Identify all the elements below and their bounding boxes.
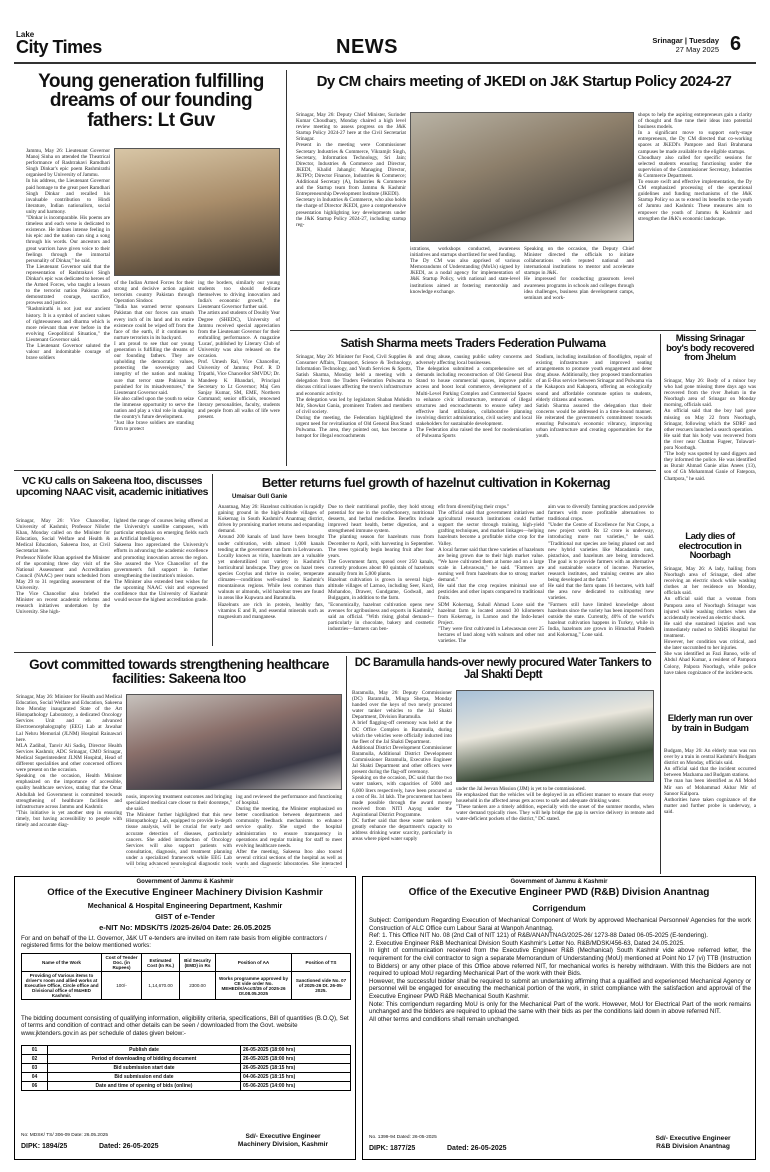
ad1-dept: Mechanical & Hospital Engineering Department, Kashmir	[87, 901, 283, 910]
date-day: Srinagar | Tuesday	[652, 36, 719, 45]
divider-v-sidebar	[660, 334, 661, 874]
ad1-sign-line2: Machinery Division, Kashmir	[237, 1141, 329, 1148]
story-lt-guv-col3: ing the borders, similarly our young students too should dedicate themselves to driving innovation and India's economic growth," the Lieutenant Governor further said. The artists and students of Doubly Year Degree (SHEDC), University of Jammu received special appreciation from the Lieutenant Governor for their enthralling performance. A magazine 'Lucas', published by Literary Club of University was also released on the occasion. Prof. Umesh Rai, Vice Chancellor, University of Jammu; Prof. R D Tripathi, Vice Chancellor SMVDU; Dr. Mandeep K Bhandari, Principal Secretary to Lt Governor; Maj Gen Sanjay Kumar, SM, EME, Northern Command; senior officials, renowned literary personalities, faculty, students and people from all walks of life were present.	[198, 280, 280, 421]
ad1-nit: e-NIT No: MDSK/TS /2025-26/04 Date: 26.05.2025	[99, 923, 271, 932]
ad1-cell: 2300.00	[180, 972, 216, 1000]
logo	[14, 30, 144, 60]
divider-h1	[290, 330, 756, 331]
ad1-sign-line1: Sd/- Executive Engineer	[245, 1133, 321, 1140]
divider-h2	[14, 470, 656, 471]
story-dy-cm-headline: Dy CM chairs meeting of JKEDI on J&K Startup Policy 2024-27	[316, 73, 732, 90]
story-vc-ku-headline: VC KU calls on Sakeena Itoo, discusses upcoming NAAC visit, academic initiatives	[16, 475, 208, 498]
story-sakeena-itoo-col1: Srinagar, May 26: Minister for Health and Medical Education, Social Welfare and Education, Sakeena Itoo Monday inaugurated State of the Art Histopathology Laboratory, a dedicated Oncology Services Unit and an advanced Electroencephalography (EEG) Lab at Jawahar Lal Nehru Memorial (JLNM) Hospital Rainawari here. MLA Zadibal, Tanvir Ali Sadiq, Director Health Services Kashmir, ADC Srinagar, CMO Srinagar, Medical Superintendent JLNM Hospital, Head of different specialities and other concerned officers were present on the occasion. Speaking on the occasion, Health Minister emphasized on the importance of accessible, quality healthcare services, stating that the Omar Abdullah led Government is committed towards strengthening of healthcare facilities and infrastructure across Jammu and Kashmir. "This initiative is yet another step in ensuring timely, but having accessibility to people with timely and accurate diag-	[16, 694, 122, 828]
ad1-schedule-table	[21, 1045, 351, 1091]
sched-no: 04	[22, 1073, 48, 1082]
divider-v2	[212, 474, 213, 646]
sched-date: 26-05-2025 (18:15 hrs)	[241, 1064, 351, 1073]
ad1-note: The bidding document consisting of qualifying information, eligibility criteria, specifications, Bill of quantities (B.O.Q), Set of terms and condition of contract and other details can be seen / downloaded from the Govt. website www.jktenders.gov.in as per schedule of dates given below:-	[21, 1015, 349, 1037]
ad1-cell: 100/-	[102, 972, 142, 1000]
story-dy-cm-col2: istrations, workshops conducted, awareness initiatives and startups shortlisted for seed funding. The Dy CM was also apprised of various Memorandums of Understanding (MoUs) signed by JKEDI, as a nodal agency for implementation of J&K Startup Policy, with national and state-level institutions aimed at fostering mentorship and knowledge exchange.	[410, 246, 520, 295]
date-line	[634, 36, 719, 54]
story-vc-ku	[14, 472, 210, 650]
ad1-header: Cost of Tender Doc. (in Rupees)	[102, 954, 142, 972]
story-dc-baramulla-col1: Baramulla, May 26: Deputy Commissioner (DC) Baramulla, Minga Sherpa, Monday handed over the keys of two newly procured water tanker vehicles to the Jal Shakti Department, Division Baramulla. A brief flagging-off ceremony was held at the DC Office Complex in Baramulla, during which the vehicles were officially inducted into the fleet of the Jal Shakti Department. Additional District Development Commissioner Baramulla, Additional District Development Commissioner Baramulla, Executive Engineer Jal Shakti Department and other officers were present during the flag-off ceremony. Speaking on the occasion, DC said that the two water tankers, with capacities of 5000 and 6,000 liters respectively, have been procured at a cost of Rs. 34 lakh. The procurement has been made possible through the award money received from NITI Aayog under the Aspirational District Programme. DC further said that these water tankers will greatly enhance the department's capacity to address drinking water scarcity, particularly in areas where piped water supply	[352, 690, 452, 843]
ad1-header: Bid Security (EMD) in Rs	[180, 954, 216, 972]
ad1-header: Name of the Work	[22, 954, 102, 972]
sched-date: 26-05-2025 (18:00 hrs)	[241, 1055, 351, 1064]
lt-guv-photo	[114, 148, 280, 276]
ad1-header: Position of AA	[216, 954, 292, 972]
inauguration-photo	[126, 694, 342, 790]
story-hazelnut-col2: Due to their nutritional profile, they hold strong potential for use in the confectionery, nutritional desserts, and herbal medicine. Benefits include improved heart health, better digestion, and a strengthened immune system. The planting season for hazelnuts runs from December to April, with harvesting in September. The trees typically begin bearing fruit after four years. The Government farm, spread over 250 kanals, currently produces about 80 quintals of hazelnuts annually from its 5,000 plants. Hazelnut cultivation is grown in several high-altitude villages of Larnoo, including Seer, Kurd, Mohandoo, Drawer, Gundgame, Godwall, and Bulgagam, in addition to the farm. "Economically, hazelnut cultivation opens new avenues for agribusiness and exports in Kashmir," said an official. "With rising global demand—particularly in chocolate, bakery and cosmetic industries—farmers can ben-	[328, 504, 434, 632]
ad2-dated: Dated: 26-05-2025	[447, 1145, 507, 1152]
story-sakeena-itoo-col3: ing and reviewed the performance and functioning of hospital. During the meeting, the Minister emphasized on better coordination between departments and community feedback mechanisms to enhance service quality. She urged the hospital administration to ensure transparency in operations and regular training for staff to meet evolving healthcare needs. After the meeting, Sakeena Itoo also toured several critical sections of the hospital as well as wards and diagnostic laboratories. She interacted	[236, 794, 342, 868]
story-lt-guv-col2: of the Indian Armed Forces for their strong and decisive action against terrorists country Pakistan through Operation Sindoor. "India has warned terror sponsors Pakistan that our forces can smash every inch of its land and its entire existence could be wiped off from the face of the earth, if it continues to nurture terrorists in its backyard. I am proud to see that our young generation is fulfilling the dreams of our founding fathers. They are upholding the democratic values, protecting the sovereignty and integrity of the nation and making sure that terror state Pakistan is punished for its misadventures," the Lieutenant Governor said. He also called upon the youth to seize the immense opportunity to serve the nation and play a vital role in shaping the country's future development. "Just like brave soldiers are standing firm to protect	[114, 280, 194, 433]
story-hazelnut-col3: efit from diversifying their crops." The official said that government initiatives and agricultural research institutions could further support the sector through training, high-yield grafting techniques, and market linkages—helping hazelnuts become a profitable niche crop for the Valley. A local farmer said that three varieties of hazelnuts are being grown due to their high market value. "We have cultivated them at home and on a large scale in Lehvaswan," he said. "Farmers are earning well from hazelnuts due to strong market demand." He said that the crop requires minimal use of pesticides and other inputs compared to traditional fruits. SDM Kokernag, Suhail Ahmad Lone said the hazelnut farm is located around 30 kilometers from Kokernag, in Larnoo and the Indo-Israel Project. "They were first cultivated in Lehwaswan over 25 hectares of land along with walnuts and other nut varieties. The	[438, 504, 544, 645]
ad1-works-table	[21, 953, 351, 1000]
story-vc-ku-col2: lighted the range of courses being offered at the University's satellite campuses, with particular emphasis on emerging fields such as Artificial Intelligence. Sakeena Itoo appreciated the University's efforts in advancing the academic excellence and promoting innovation across the region. She assured the Vice Chancellor of the government's full support in further strengthening the institution's mission. The Minister also extended best wishes for the upcoming NAAC visit and expressed confidence that the University of Kashmir would secure the highest accreditation grade.	[114, 518, 208, 604]
ad1-signature	[215, 1133, 351, 1149]
story-hazelnut-col1: Anantnag, May 26: Hazelnut cultivation is rapidly gaining ground in the high-altitude villages of Kokernag in South Kashmir's Anantnag district, driven by promising market returns and expanding demand. Around 200 kanals of land have been brought under cultivation, with almost 1,000 kanals tending at the government run farm in Lehvaswan. Locally known as virin, hazelnuts are a valuable yet underutilized nut variety in Kashmir's horticultural landscape. They grow on hazel trees species Corylus and thrive in cooler, temperate climates—conditions well-suited to Kashmir's mountainous regions. While less common than walnuts or almonds, wild hazelnut trees are found in areas like Kupwara and Baramulla. Hazelnuts are rich in protein, healthy fats, vitamins E and B, and essential minerals such as magnesium and manganese.	[218, 504, 324, 620]
brief-2-headline: Lady dies of electrocution in Noorbagh	[678, 531, 742, 562]
story-hazelnut-col4: aim was to diversify farming practices and provide farmers with more profitable alternatives to traditional crops. "Under the Centre of Excellence for Nut Crops, a new project worth Rs 12 crore is underway, introducing more nut varieties," he said. "Traditional nut species are being phased out and new hybrid varieties like Macadamia nuts, pistachios, and hazelnuts are being introduced. The goal is to provide farmers with an alternative and sustainable source of income. Nurseries, research institutes, and training centres are also being developed at the farm." He said that the farm spans 16 hectares, with half the area now dedicated to cultivating new varieties. "Farmers still have limited knowledge about hazelnuts since the variety has been imported from outside the state. Currently, 40% of the world's hazelnut cultivation happens in Turkey, while in India, hazelnuts are grown in Himachal Pradesh and Kokernag," Lone said.	[548, 504, 654, 638]
ad1-cell: Works programme approved by CE vide order No. MEHED/K/Acctt/35 of 2025-26 Dt.08.05.2025	[216, 972, 292, 1000]
story-hazelnut	[216, 472, 656, 650]
ad1-gist: GIST of e-Tender	[155, 912, 215, 921]
brief-1-headline: Missing Srinagar boy's body recovered from Jhelum	[666, 333, 754, 364]
story-satish-sharma-col2: and drug abuse, causing public safety concerns and adversely affecting local businesses. The delegation submitted a comprehensive set of demands including reconstruction of Old General Bus Stand to house commercial spaces, improve public access and boost local commerce, development of a Multi-Level Parking Complex and Commercial Spaces to enhance civic infrastructure, removal of illegal structures and encroachments to ensure safety and effective land utilization, collaborative planning involving district administration, civil society and local stakeholders for sustainable development. The Federation also raised the need for modernisation of Pulwama Sports	[416, 354, 532, 440]
sched-date: 04-06-2025 (18:15 hrs)	[241, 1073, 351, 1082]
story-hazelnut-headline: Better returns fuel growth of hazelnut cultivation in Kokernag	[261, 475, 611, 490]
ad2-ref: No. 1399-94 Dated: 26-05-2025	[369, 1135, 437, 1140]
masthead	[14, 30, 756, 62]
ad1-dipk: DIPK: 1894/25	[21, 1143, 68, 1150]
ad2-title: Corrigendum	[532, 903, 586, 913]
story-dc-baramulla	[350, 654, 656, 870]
divider-v1	[286, 70, 287, 466]
sched-event: Period of downloading of bidding document	[48, 1055, 241, 1064]
sched-no: 06	[22, 1082, 48, 1091]
ad1-intro: For and on behalf of the Lt. Governor, J&K UT e-tenders are invited on item rate basis from eligible contractors / registered firms for the below mentioned works:	[21, 935, 327, 950]
ad1-ref: No: MDSK/ TS/ 306-09 Date: 26.05.2025	[21, 1133, 109, 1138]
ad2-govt: Government of Jammu & Kashmir	[510, 879, 608, 885]
story-sakeena-itoo-headline: Govt committed towards strengthening healthcare facilities: Sakeena Itoo	[29, 657, 329, 686]
story-sakeena-itoo-col2: nosis, improving treatment outcomes and bringing specialized medical care closer to their doorsteps," she said. The Minister further highlighted that this new Histopathology Lab, equipped to provide in-depth tissue analysis, will be crucial for early and accurate detection of diseases, particularly cancers. She added introduction of Oncology Services will also support patients with consultation, diagnosis, and treatment planning under a specialized framework while EEG Lab will bring advanced neurological diagnostic tools	[126, 794, 232, 868]
ad2-signature	[633, 1135, 753, 1151]
story-satish-sharma-col1: Srinagar, May 26: Minister for Food, Civil Supplies & Consumer Affairs, Transport, Science & Technology, Information Technology, and Youth Services & Sports, Satish Sharma, Monday held a meeting with a delegation from the Traders Federation Pulwama to discuss critical issues affecting the town's infrastructure and economic activity. The delegation was led by legislators Shaban Mohidin Mir, Showkat Gania, prominent Traders and members of civil society. During the meeting, the Federation highlighted the urgent need for revitalisation of Old General Bus Stand Pulwama. The area, they pointed out, has become a hotspot for illegal encroachments	[296, 354, 412, 440]
brief-1-text: Srinagar, May 26: Body of a minor boy who had gone missing three days ago was recovered from the river Jhelum in the Noorbagh area of Srinagar on Monday morning, officials said. An official said that the boy had gone missing on May 22 from Noorbagh, Srinagar, following which the SDRF and other rescuers launched a search operation. He said that his body was recovered from the river near Chattan Fugeer, Tolawari-pora Noorbagh. "The body was spotted by sand diggers and they informed the police. He was identified as Burair Ahmad Ganie alias Anees (13), son of Gh Mohammad Ganie of Fatepora, Chattpora," he said.	[664, 378, 756, 482]
brief-3-text: Budgam, May 26: An elderly man was run over by a train in central Kashmir's Budgam district on Monday, officials said. An official said that the incident occurred between Mazhama and Budgam stations. The man has been identified as Ali Mohd Mir son of Mohammad Akbar Mir of Sanoor Kalipora. Authorities have taken cognizance of the matter and further probe is underway, a said.	[664, 748, 756, 815]
sched-event: Bid submission end date	[48, 1073, 241, 1082]
ad1-cell: Providing of Various items to driver's room and allied works at Executive Office, Circle office and Divisional office of M&HED Kashmir.	[22, 972, 102, 1000]
ad2-office: Office of the Executive Engineer PWD (R&B) Division Anantnag	[408, 887, 710, 898]
ad1-dated: Dated: 26-05-2025	[99, 1143, 159, 1150]
story-dy-cm-col3: Speaking on the occasion, the Deputy Chief Minister directed the officials to initiate collaborations with reputed national and international institutions to mentor and accelerate startups in J&K. He impressed for conducting grassroots level awareness programs in schools and colleges through idea challenges, business plan development camps, seminars and work-	[524, 246, 634, 301]
story-lt-guv-col1: Jammu, May 26: Lieutenant Governor Manoj Sinha on attended the Theatrical performance of Rashtrakavi Ramdhari Singh Dinkar's epic poem Rashmirathi organised by University of Jammu. In his address, the Lieutenant Governor paid homage to the great poet Ramdhari Singh Dinkar and recalled his invaluable contribution to Hindi literature, Indian nationalism, social unity and harmony. "Dinkar is incomparable. His poems are timeless and each verse is dedicated to existence. He imbues intense feeling in his epic and the nation can sing a song through his words. Our ancestors and great warriors have given voice to their feelings through the immortal personality of Dinkar," he said. The Lieutenant Governor said that the representation of Rashtrakavi Singh Dinkar's epic was dedicated to heroes of the Armed Forces, who taught a lesson to the terrorist nation Pakistan and demonstrated courage, sacrifice, prowess and justice. "Rashmirathi is not just our ancient history. It is a symbol of ancient values of righteousness and dharma which is more relevant than ever before in the evolving Geopolitical Situation," the Lieutenant Governor said. The Lieutenant Governor saluted the valour and indomitable courage of brave soldiers	[26, 148, 110, 362]
sched-date: 26-05-2025 (18:00 hrs)	[241, 1046, 351, 1055]
ad1-header: Position of TS	[292, 954, 351, 972]
story-dc-baramulla-headline: DC Baramulla hands-over newly procured Water Tankers to Jal Shakti Deptt	[354, 657, 652, 681]
logo-main-text: City Times	[16, 37, 102, 57]
brief-3-headline: Elderly man run over by train in Budgam	[667, 713, 753, 734]
story-satish-sharma	[290, 332, 656, 468]
story-dy-cm-col1: Srinagar, May 26: Deputy Chief Minister, Surinder Kumar Choudhary, Monday chaired a high level review meeting to assess progress on the J&K Startup Policy 2024-27 here at the Civil Secretariat Srinagar. Present in the meeting were Commissioner Secretary Industries & Commerce, Vikramjit Singh, Secretary, Information Technology, Sri Jain; Director, Industries & Commerce and Director, JKEDI, Khalid Jahangir; Managing Director, JKTPO; Director Finance, Industries & Commerce; Additional Secretary (A), Industries & Commerce and the Startup team from Jammu & Kashmir Entrepreneurship Development Institute (JKEDI). Secretary in Industries & Commerce, who also holds the charge of Director JKEDI, gave a comprehensive presentation highlighting key developments under the J&K Startup Policy 2024-27, including startup reg-	[296, 112, 406, 228]
divider-v3	[346, 656, 347, 868]
date-date: 27 May 2025	[675, 45, 719, 54]
story-sakeena-itoo	[14, 654, 344, 870]
ad2-dipk: DIPK: 1877/25	[369, 1145, 416, 1152]
sched-event: Bid submission start date	[48, 1064, 241, 1073]
ad1-cell: 1,14,670.00	[142, 972, 180, 1000]
sched-no: 02	[22, 1055, 48, 1064]
sched-no: 03	[22, 1064, 48, 1073]
story-hazelnut-byline: Umaisar Gull Ganie	[232, 494, 288, 500]
story-satish-sharma-headline: Satish Sharma meets Traders Federation Pulwama	[340, 336, 606, 350]
ad1-cell: Sanctioned vide No. 07 of 2025-26 Dt. 26-05-2025.	[292, 972, 351, 1000]
corrigendum-ad-pwd	[362, 876, 756, 1160]
logo-top-text: Lake	[16, 30, 35, 39]
ad1-govt: Government of Jammu & Kashmir	[136, 879, 234, 885]
story-dc-baramulla-col2: under the Jal Jeevan Mission (JJM) is yet to be commissioned. He emphasized that the vehicles will be deployed in an efficient manner to ensure that every household in the affected areas gets access to safe and adequate drinking water. "These tankers are a timely addition, especially with the onset of the summer months, when water demand typically rises. They will help bridge the gap in service delivery in remote and water-deficient pockets of the district," DC stated.	[456, 786, 654, 823]
ad2-sign-line2: R&B Division Anantnag	[656, 1143, 730, 1150]
story-dy-cm	[290, 66, 756, 328]
water-tanker-photo	[456, 690, 654, 782]
ad1-office: Office of the Executive Engineer Machinery Division Kashmir	[47, 887, 323, 898]
dy-cm-meeting-photo	[410, 112, 634, 242]
sched-date: 05-06-2025 (14:00 hrs)	[241, 1082, 351, 1091]
divider-h3	[14, 652, 656, 653]
ad2-sign-line1: Sd/- Executive Engineer	[655, 1135, 731, 1142]
story-vc-ku-col1: Srinagar, May 26: Vice Chancellor, University of Kashmir, Professor Nilofer Khan, Monday called on the Minister for Education, Social Welfare and Health & Medical Education, Sakeena Itoo, at Civil Secretariat here. Professor Nilofer Khan apprised the Minister of the upcoming three day visit of the National Assessment and Accreditation Council (NAAC) peer team scheduled from May 29 to 31 regarding assessment of the University. The Vice Chancellor also briefed the Minister on recent academic reforms and research initiatives undertaken by the University. She high-	[16, 518, 110, 616]
story-lt-guv-headline: Young generation fulfilling dreams of our founding fathers: Lt Guv	[38, 71, 264, 131]
story-lt-guv	[14, 66, 286, 468]
sched-no: 01	[22, 1046, 48, 1055]
tender-ad-machinery	[14, 876, 356, 1160]
page-number: 6	[730, 33, 742, 55]
ad1-header: Estimated Cost (In Rs.)	[142, 954, 180, 972]
sched-event: Publish date	[48, 1046, 241, 1055]
masthead-rule	[14, 62, 756, 64]
brief-2-text: Srinagar, May 26: A lady, hailing from Noorbagh area of Srinagar, died after receiving an electric shock while washing clothes at her residence on Monday, officials said. An official said that a woman from Pampora area of Noorbagh Srinagar was injured while washing clothes when she accidentally received an electric shock. He said she sustained injuries and was immediately rushed to SMHS Hospital for treatment. However, her condition was critical, and she later succumbed to her injuries. She was identified as Fazi Banoo, wife of Abdul Ahad Kumar, a resident of Pampora Colony, Palpora Noorbagh, while police have taken cognizance of the incident-acts.	[664, 566, 756, 676]
story-satish-sharma-col3: Stadium, including installation of floodlights, repair of existing infrastructure and improved seating arrangements to promote youth engagement and deter drug abuse. Additionally, they proposed transformation of an E-Bus service between Srinagar and Pulwama via the Kakapora and Kakapora, offering an ecologically sound and affordable commute option to students, elderly citizens and women. Satish Sharma assured the delegation that their concerns would be addressed in a time-bound manner. He reiterated the government's commitment towards ensuring Pulwama's economic vibrancy, improving urban infrastructure and creating opportunities for the youth.	[536, 354, 652, 440]
sched-event: Date and time of opening of bids (online)	[48, 1082, 241, 1091]
ad2-body: Subject: Corrigendum Regarding Execution of Mechanical Component of Work by approved Mechanical Personnel/ Agencies for the work Construction of ALC Office cum Labour Sarai at Wanpoh Anantnag. Ref: 1. This Office NIT No. 08 (2nd Call of NIT 121) of R&B/ANANTNAG/2025-26/ 1273-88 Dated 06-05-2025 (E-tendering). 2. Executive Engineer R&B Mechanical Division South Kashmir's Letter No. R&B/MDSK/456-63, Dated 24.05.2025. In light of communication received from the Executive Engineer R&B (Mechanical) South Kashmir vide above referred letter, the requirement for the civil contractor to sign a separate Memorandum of Understanding (MoU) mentioned at Point No 17 (vi) TTB (Instruction to Bidders) or any other place of this Office above referred NIT, for mechanical works is hereby withdrawn. With this the Bidders are not required to upload MoU regarding Mechanical Part of the work with their Bids. However, the successful bidder shall be required to submit an undertaking affirming that a qualified and experienced Mechanical Agency or personnel will be engaged for executing the mechanical portion of the work, in strict compliance with the satisfaction and approval of the Executive Engineer PWD R&B Mechanical South Kashmir. Note: This corrigendum regarding MoU is only for the Mechanical Part of the work. However, MoU for Electrical Part of the work remains unchanged and the bidders are required to upload the same with their bids as per the conditions laid down in above referred NIT. All other terms and conditions shall remain unchanged.	[369, 917, 751, 1023]
section-title: NEWS	[336, 36, 398, 58]
story-dy-cm-col4: shops to help the aspiring entrepreneurs gain a clarity of thought and fine tune their ideas into potential business models. In a significant move to support early-stage entrepreneurs, the Dy CM directed that co-working spaces at JKEDI's Pampore and Bari Brahmana campuses be made available to the eligible startups. Choudhary also called for specific sessions for selected students ensuring functioning under the supervision of the Commissioner Secretary, Industries & Commerce Department. To ensure swift and effective implementation, the Dy CM emphasized processing of the operational guidelines and funding mechanisms of the J&K Startup Policy so as to extend its benefits to the youth of Jammu and Kashmir. These measures aim to empower the youth of Jammu & Kashmir and strengthen the J&K's economic landscape.	[638, 112, 752, 222]
sidebar-briefs	[664, 334, 756, 874]
